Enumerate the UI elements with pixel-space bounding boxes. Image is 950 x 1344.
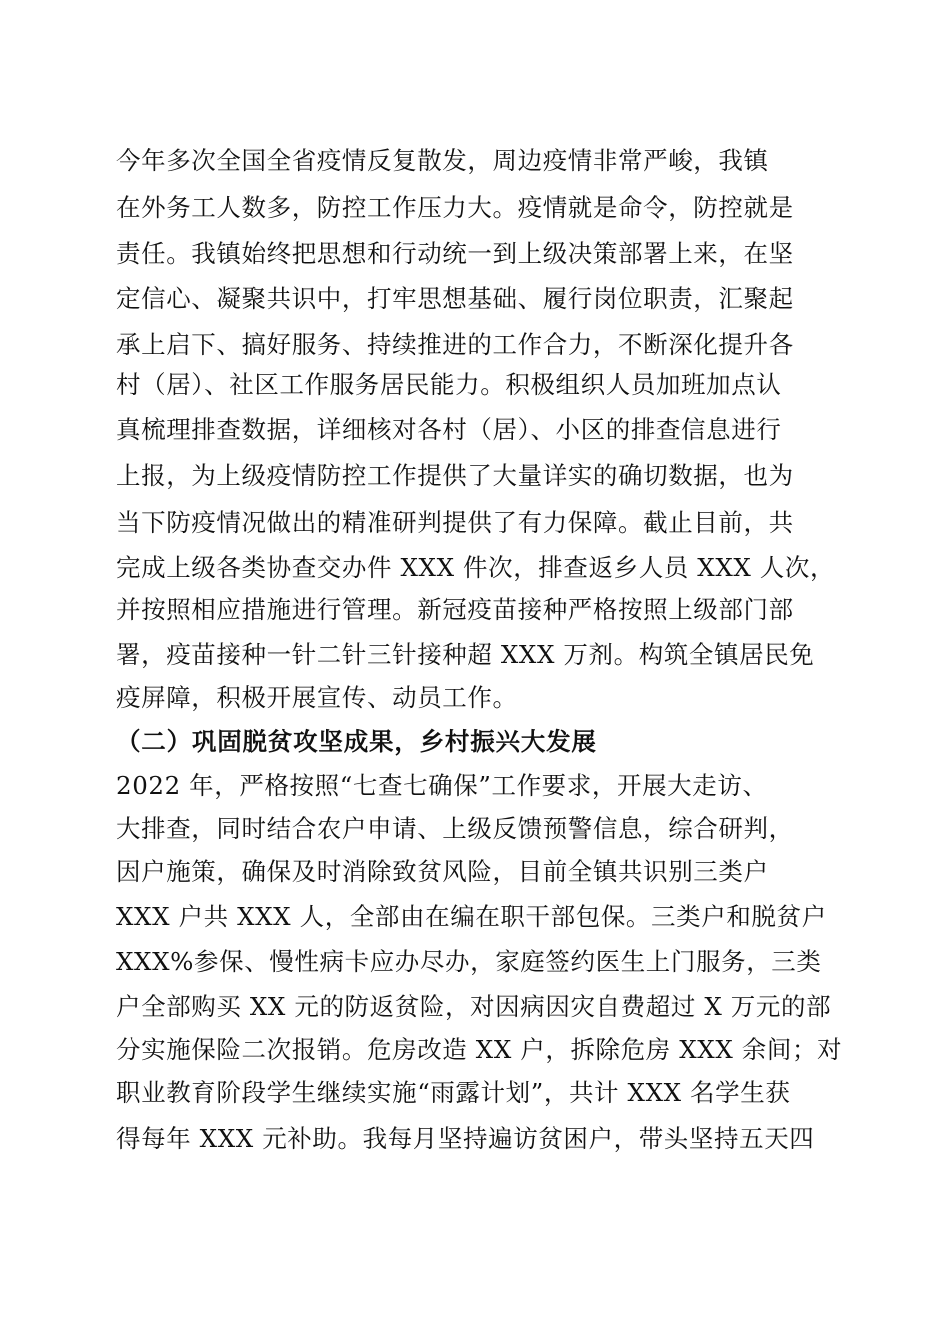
paragraph-2-line-3: 因户施策，确保及时消除致贫风险，目前全镇共识别三类户 — [116, 857, 769, 886]
paragraph-1-line-9: 当下防疫情况做出的精准研判提供了有力保障。截止目前，共 — [116, 508, 794, 537]
paragraph-1-line-7: 真梳理排查数据，详细核对各村（居）、小区的排查信息进行 — [116, 415, 782, 444]
paragraph-2-line-1: 2022 年，严格按照“七查七确保”工作要求，开展大走访、 — [116, 771, 768, 800]
paragraph-2-line-5: XXX%参保、慢性病卡应办尽办，家庭签约医生上门服务，三类 — [116, 947, 822, 976]
paragraph-1-line-4: 定信心、凝聚共识中，打牢思想基础、履行岗位职责，汇聚起 — [116, 284, 794, 313]
paragraph-1-line-12: 署，疫苗接种一针二针三针接种超 XXX 万剂。构筑全镇居民免 — [116, 640, 815, 669]
paragraph-1-line-5: 承上启下、搞好服务、持续推进的工作合力，不断深化提升各 — [116, 330, 794, 359]
paragraph-1-line-13: 疫屏障，积极开展宣传、动员工作。 — [116, 683, 518, 712]
paragraph-1-line-3: 责任。我镇始终把思想和行动统一到上级决策部署上来，在坚 — [116, 239, 794, 268]
paragraph-2-line-6: 户全部购买 XX 元的防返贫险，对因病因灾自费超过 X 万元的部 — [116, 992, 832, 1021]
paragraph-2-line-2: 大排查，同时结合农户申请、上级反馈预警信息，综合研判， — [116, 814, 794, 843]
paragraph-1-line-1: 今年多次全国全省疫情反复散发，周边疫情非常严峻，我镇 — [116, 146, 769, 175]
paragraph-1-line-8: 上报，为上级疫情防控工作提供了大量详实的确切数据，也为 — [116, 461, 794, 490]
paragraph-2-line-8: 职业教育阶段学生继续实施“雨露计划”，共计 XXX 名学生获 — [116, 1078, 791, 1107]
paragraph-2-line-7: 分实施保险二次报销。危房改造 XX 户，拆除危房 XXX 余间；对 — [116, 1035, 843, 1064]
paragraph-1-line-10: 完成上级各类协查交办件 XXX 件次，排查返乡人员 XXX 人次， — [116, 553, 836, 582]
paragraph-2-line-4: XXX 户共 XXX 人，全部由在编在职干部包保。三类户和脱贫户 — [116, 902, 827, 931]
paragraph-2-line-9: 得每年 XXX 元补助。我每月坚持遍访贫困户，带头坚持五天四 — [116, 1124, 815, 1153]
paragraph-1-line-6: 村（居）、社区工作服务居民能力。积极组织人员加班加点认 — [116, 370, 782, 399]
paragraph-1-line-2: 在外务工人数多，防控工作压力大。疫情就是命令，防控就是 — [116, 193, 794, 222]
paragraph-1-line-11: 并按照相应措施进行管理。新冠疫苗接种严格按照上级部门部 — [116, 595, 794, 624]
section-heading: （二）巩固脱贫攻坚成果，乡村振兴大发展 — [116, 727, 597, 756]
